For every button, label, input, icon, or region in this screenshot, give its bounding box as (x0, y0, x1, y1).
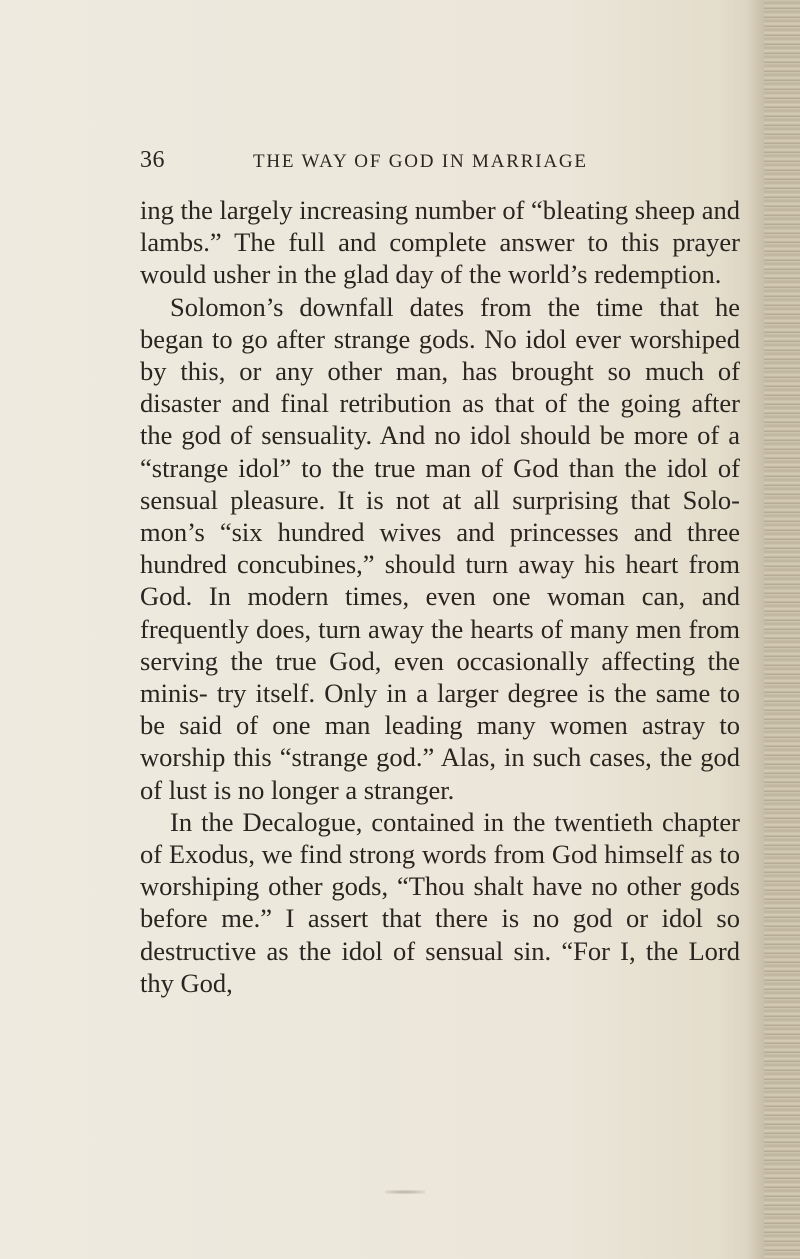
paragraph-1: ing the largely increasing number of “bleating sheep and lambs.” The full and complete answer to this prayer would usher in the glad day of the world’s redemption. (140, 195, 740, 290)
body-text (140, 194, 740, 999)
page-edge-shadow (746, 0, 764, 1259)
page-number: 36 (140, 147, 165, 173)
page-edge (764, 0, 800, 1259)
paragraph-2: Solomon’s downfall dates from the time that he began to go after strange gods. No idol ever worshiped by this, or any other man, has brought so much of disaster and final retribution as that of the going after the god of sensuality. And no idol should be more of a “strange idol” to the true man of God than the idol of sensual pleasure. It is not at all surprising that Solo- mon’s “six hundred wives and princesses and three hundred concubines,” should turn away his heart from God. In modern times, even one woman can, and frequently does, turn away the hearts of many men from serving the true God, even occasionally affecting the minis- try itself. Only in a larger degree is the same to be said of one man leading many women astray to worship this “strange god.” Alas, in such cases, the god of lust is no longer a stranger. (140, 291, 740, 805)
ink-smudge (385, 1190, 425, 1194)
running-head: THE WAY OF GOD IN MARRIAGE (253, 151, 588, 172)
paragraph-3: In the Decalogue, contained in the twentieth chapter of Exodus, we find strong words from God himself as to worshiping other gods, “Thou shalt have no other gods before me.” I assert that there is no god or idol so destructive as the idol of sensual sin. “For I, the Lord thy God, (140, 806, 740, 998)
page-header (140, 147, 740, 177)
